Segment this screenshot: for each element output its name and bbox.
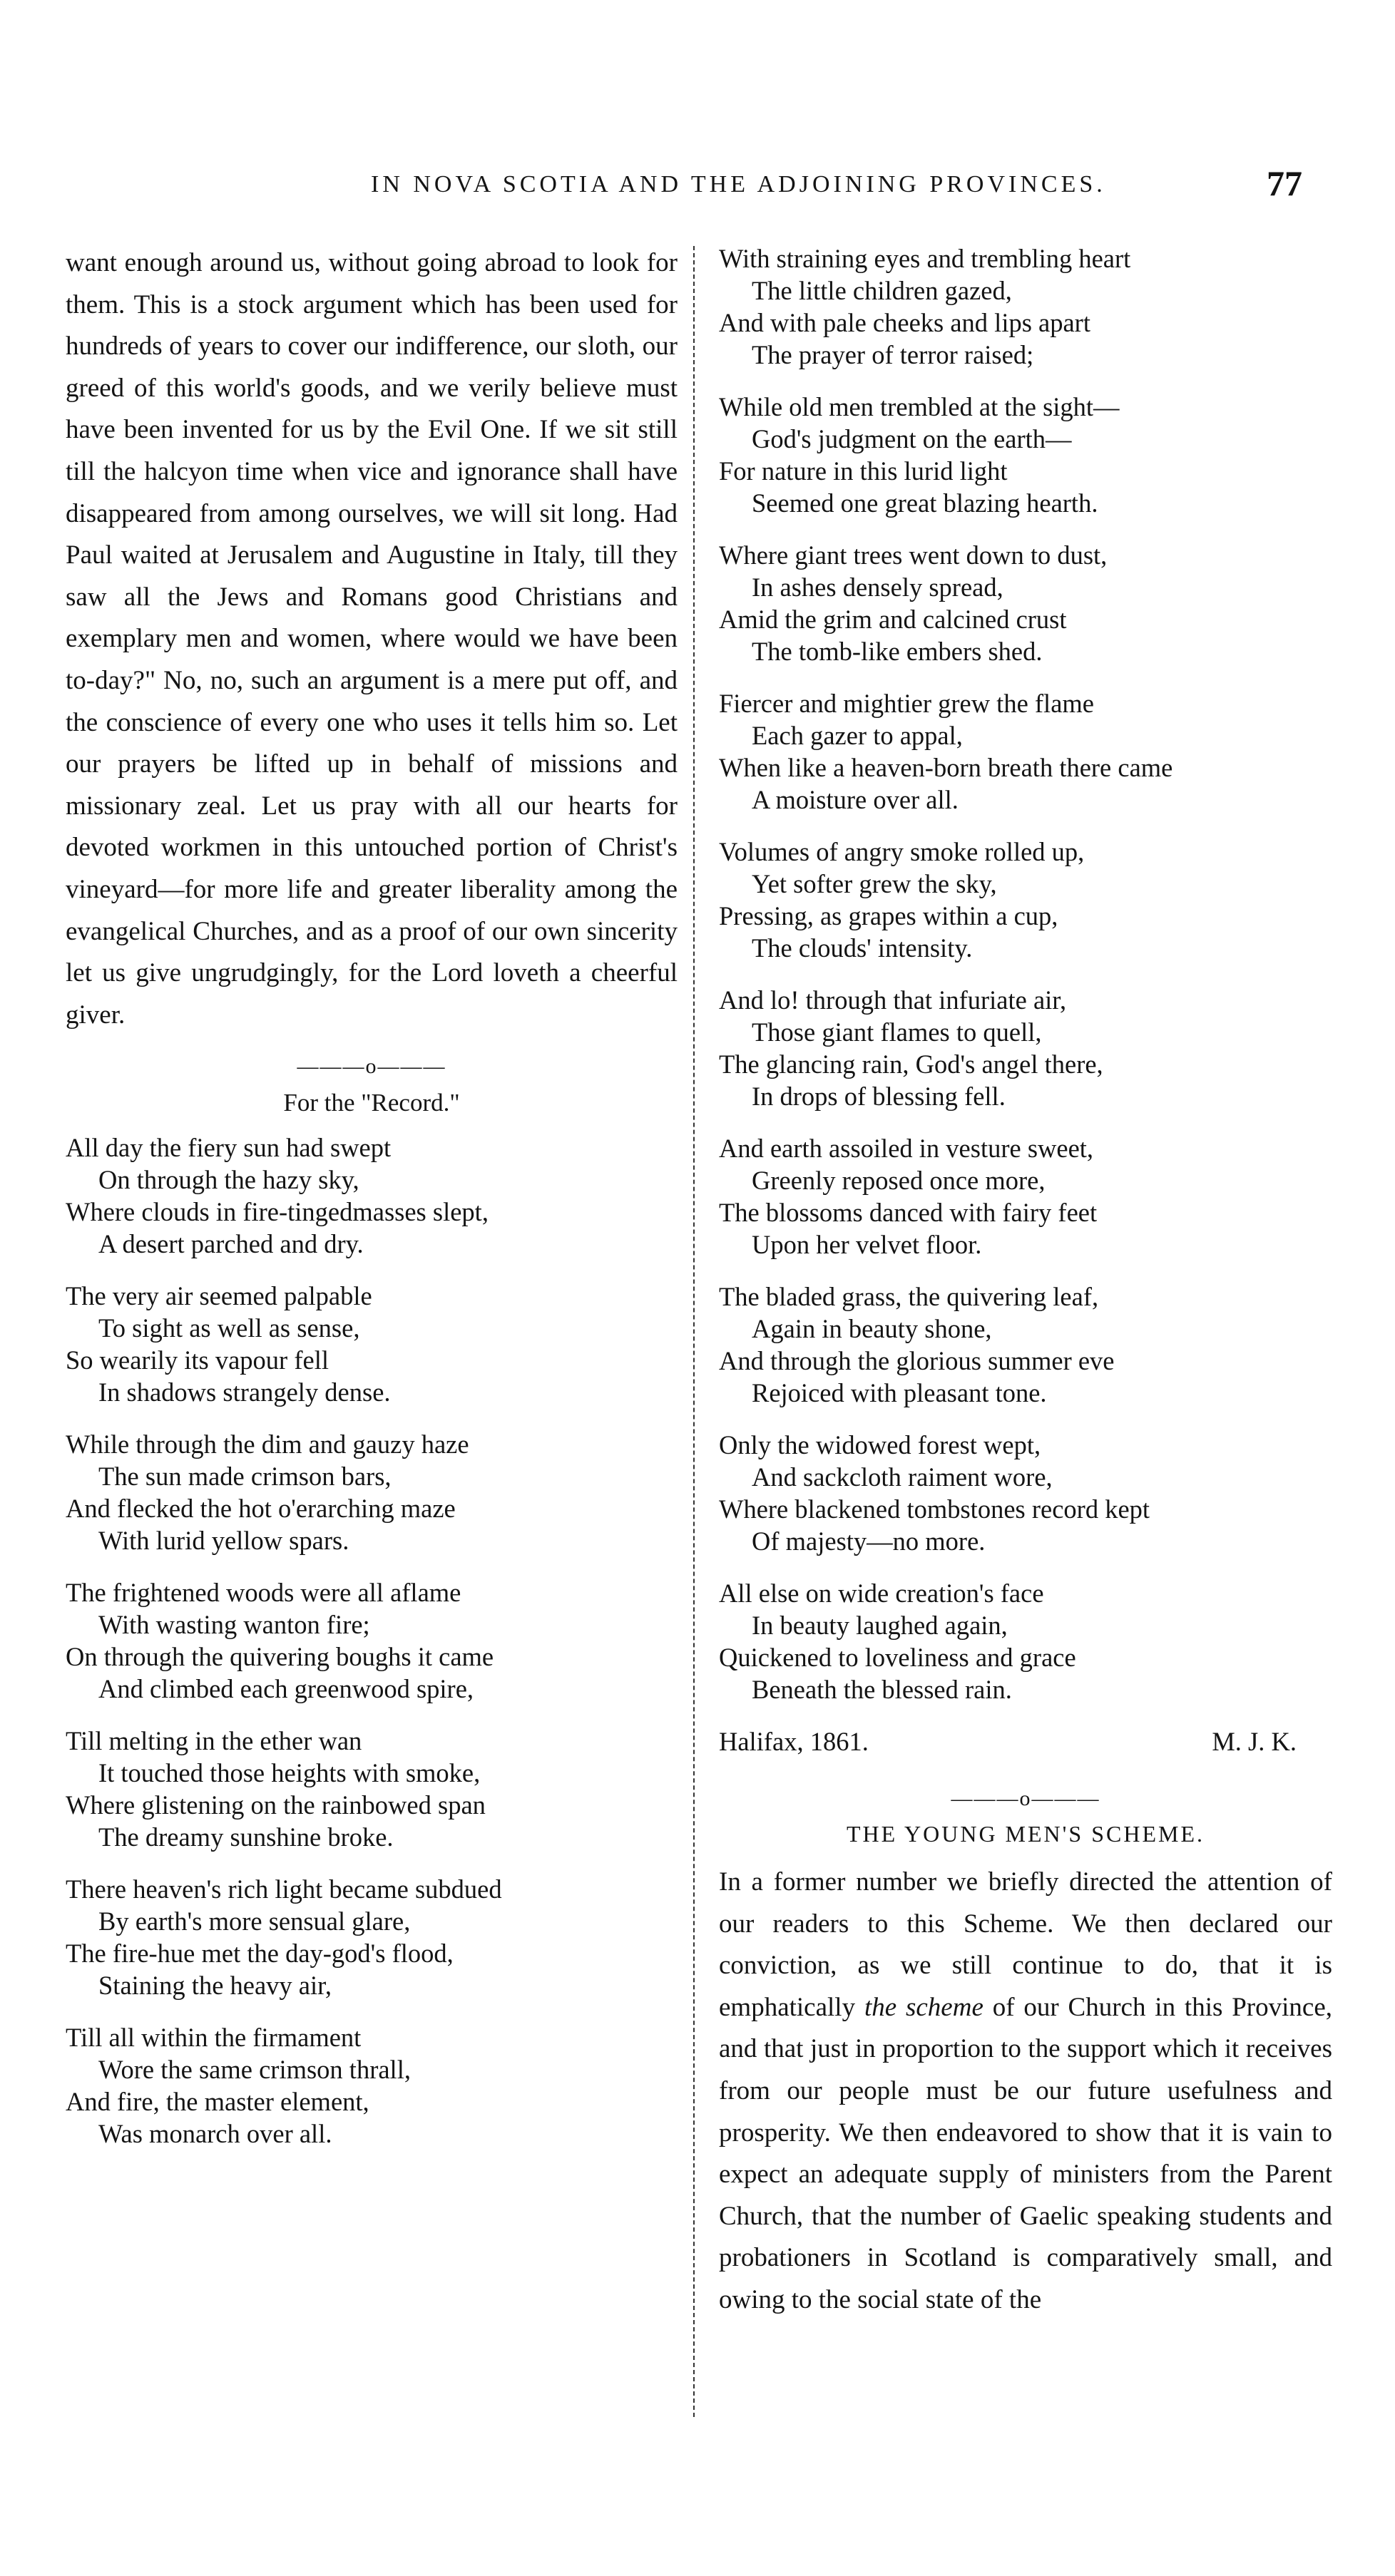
poem-stanza (719, 1132, 1332, 1261)
left-column (66, 242, 678, 2170)
poem-line: In beauty laughed again, (752, 1611, 1008, 1640)
article-text: of our Church in this Province, and that just in proportion to the support which it receives from our people must be our future usefulness and prosperity. We then endeavored to show that it is vain to expect an adequate supply of ministers from the Parent Church, that the number of Gaelic speaking students and probationers in Scotland is comparatively small, and owing to the social state of the (719, 1992, 1333, 2314)
poem-heading: For the "Record." (283, 1089, 460, 1117)
poem-line: With lurid yellow spars. (98, 1526, 349, 1556)
poem-signature (719, 1725, 1332, 1758)
poem-line: Those giant flames to quell, (752, 1017, 1042, 1047)
poem-line: The dreamy sunshine broke. (98, 1822, 394, 1852)
poem-line: In shadows strangely dense. (98, 1377, 391, 1407)
poem-stanza (719, 391, 1332, 519)
poem-line: In drops of blessing fell. (752, 1082, 1006, 1111)
poem-stanza (719, 1577, 1332, 1705)
section-ornament: ———o——— (951, 1787, 1100, 1810)
poem-line: With wasting wanton fire; (98, 1610, 370, 1640)
poem-line: It touched those heights with smoke, (98, 1758, 481, 1788)
signature-place-date: Halifax, 1861. (719, 1727, 869, 1756)
section-ornament: ———o——— (297, 1054, 446, 1079)
poem-line: God's judgment on the earth— (752, 424, 1072, 453)
poem-line: For nature in this lurid light (719, 456, 1008, 486)
poem-stanza (66, 2021, 678, 2150)
poem-line: And sackcloth raiment wore, (752, 1462, 1053, 1492)
poem-line: And lo! through that infuriate air, (719, 985, 1067, 1015)
poem-line: Greenly reposed once more, (752, 1166, 1046, 1195)
column-divider (693, 246, 695, 2417)
poem-stanza (719, 242, 1332, 371)
poem-line: The glancing rain, God's angel there, (719, 1050, 1103, 1079)
poem-line: With straining eyes and trembling heart (719, 244, 1131, 273)
poem-line: Where blackened tombstones record kept (719, 1494, 1150, 1524)
right-column (719, 242, 1332, 2321)
poem-line: Each gazer to appal, (752, 721, 963, 750)
poem-line: And through the glorious summer eve (719, 1346, 1115, 1375)
poem-line: The bladed grass, the quivering leaf, (719, 1282, 1099, 1311)
poem-stanza (719, 687, 1332, 816)
poem-line: Amid the grim and calcined crust (719, 605, 1067, 634)
poem-line: While old men trembled at the sight— (719, 392, 1120, 421)
poem-line: Beneath the blessed rain. (752, 1675, 1012, 1704)
poem-line: And fire, the master element, (66, 2087, 369, 2117)
poem-line: Of majesty—no more. (752, 1526, 986, 1556)
poem-stanza (719, 1281, 1332, 1409)
poem-line: In ashes densely spread, (752, 573, 1003, 602)
article-text: In a former number we briefly directed the attention of our readers to this Scheme. We then declared our conviction, as we still continue to do, that it is emphatically (719, 1867, 1332, 2022)
poem-line: Where clouds in fire-tingedmasses slept, (66, 1197, 489, 1227)
poem-stanza (719, 1429, 1332, 1557)
poem-line: While through the dim and gauzy haze (66, 1430, 469, 1459)
poem-line: And with pale cheeks and lips apart (719, 308, 1090, 337)
signature-initials: M. J. K. (1212, 1727, 1297, 1756)
poem-line: A moisture over all. (752, 785, 959, 814)
poem-stanza (66, 1428, 678, 1556)
poem-line: The tomb-like embers shed. (752, 637, 1043, 666)
poem-line: All else on wide creation's face (719, 1579, 1044, 1608)
poem-line: Upon her velvet floor. (752, 1230, 982, 1259)
poem-line: Yet softer grew the sky, (752, 869, 997, 898)
poem-stanza (719, 984, 1332, 1112)
poem-stanza (66, 1873, 678, 2001)
poem-line: And earth assoiled in vesture sweet, (719, 1134, 1094, 1163)
poem-line: And climbed each greenwood spire, (98, 1674, 474, 1704)
poem-line: Where giant trees went down to dust, (719, 540, 1108, 570)
poem-line: The clouds' intensity. (752, 933, 973, 963)
poem-line: Staining the heavy air, (98, 1971, 332, 2001)
article-emphasis: the scheme (864, 1992, 983, 2022)
poem-stanza (66, 1280, 678, 1408)
poem-line: All day the fiery sun had swept (66, 1133, 392, 1163)
poem-line: The sun made crimson bars, (98, 1462, 392, 1492)
poem-line: The frightened woods were all aflame (66, 1578, 461, 1608)
poem-line: The little children gazed, (752, 276, 1012, 305)
poem-stanzas-right (719, 242, 1332, 1705)
poem-line: The fire-hue met the day-god's flood, (66, 1939, 454, 1969)
poem-line: Quickened to loveliness and grace (719, 1643, 1076, 1672)
poem-stanzas-left (66, 1132, 678, 2150)
poem-line: The prayer of terror raised; (752, 340, 1034, 369)
poem-stanza (66, 1132, 678, 1260)
poem-line: Was monarch over all. (98, 2119, 332, 2149)
poem-line: The blossoms danced with fairy feet (719, 1198, 1098, 1227)
poem-stanza (66, 1725, 678, 1853)
poem-line: Volumes of angry smoke rolled up, (719, 837, 1085, 866)
poem-line: Where glistening on the rainbowed span (66, 1790, 486, 1820)
poem-line: On through the quivering boughs it came (66, 1642, 494, 1672)
poem-line: On through the hazy sky, (98, 1165, 359, 1195)
poem-stanza (719, 539, 1332, 667)
poem-stanza (66, 1576, 678, 1705)
poem-line: Pressing, as grapes within a cup, (719, 901, 1058, 930)
poem-line: And flecked the hot o'erarching maze (66, 1494, 456, 1524)
poem-line: Seemed one great blazing hearth. (752, 488, 1098, 518)
poem-line: There heaven's rich light became subdued (66, 1874, 502, 1904)
poem-line: When like a heaven-born breath there came (719, 753, 1173, 782)
article-paragraph (719, 1862, 1332, 2321)
poem-line: To sight as well as sense, (98, 1313, 360, 1343)
article-heading: THE YOUNG MEN'S SCHEME. (846, 1821, 1205, 1847)
poem-line: By earth's more sensual glare, (98, 1907, 411, 1936)
poem-stanza (719, 836, 1332, 964)
poem-line: The very air seemed palpable (66, 1281, 372, 1311)
poem-line: Till all within the firmament (66, 2023, 362, 2053)
poem-line: Only the widowed forest wept, (719, 1430, 1041, 1459)
poem-line: A desert parched and dry. (98, 1229, 364, 1259)
poem-line: So wearily its vapour fell (66, 1345, 329, 1375)
running-header: IN NOVA SCOTIA AND THE ADJOINING PROVINCES. (371, 171, 1106, 197)
poem-line: Rejoiced with pleasant tone. (752, 1378, 1047, 1407)
poem-line: Again in beauty shone, (752, 1314, 992, 1343)
poem-line: Fiercer and mightier grew the flame (719, 689, 1094, 718)
poem-line: Wore the same crimson thrall, (98, 2055, 411, 2085)
page-number: 77 (1267, 163, 1302, 203)
poem-line: Till melting in the ether wan (66, 1726, 362, 1756)
article-continuation-paragraph: want enough around us, without going abroad to look for them. This is a stock argument which has been used for hundreds of years to cover our indifference, our sloth, our greed of this world's goods, and we verily believe must have been invented for us by the Evil One. If we sit still till the halcyon time when vice and ignorance shall have disappeared from among ourselves, we will sit long. Had Paul waited at Jerusalem and Augustine in Italy, till they saw all the Jews and Romans good Christians and exemplary men and women, where would we have been to-day?" No, no, such an argument is a mere put off, and the conscience of every one who uses it tells him so. Let our prayers be lifted up in behalf of missions and missionary zeal. Let us pray with all our hearts for devoted workmen in this untouched portion of Christ's vineyard—for more life and greater liberality among the evangelical Churches, and as a proof of our own sincerity let us give ungrudgingly, for the Lord loveth a cheerful giver. (66, 248, 678, 1030)
